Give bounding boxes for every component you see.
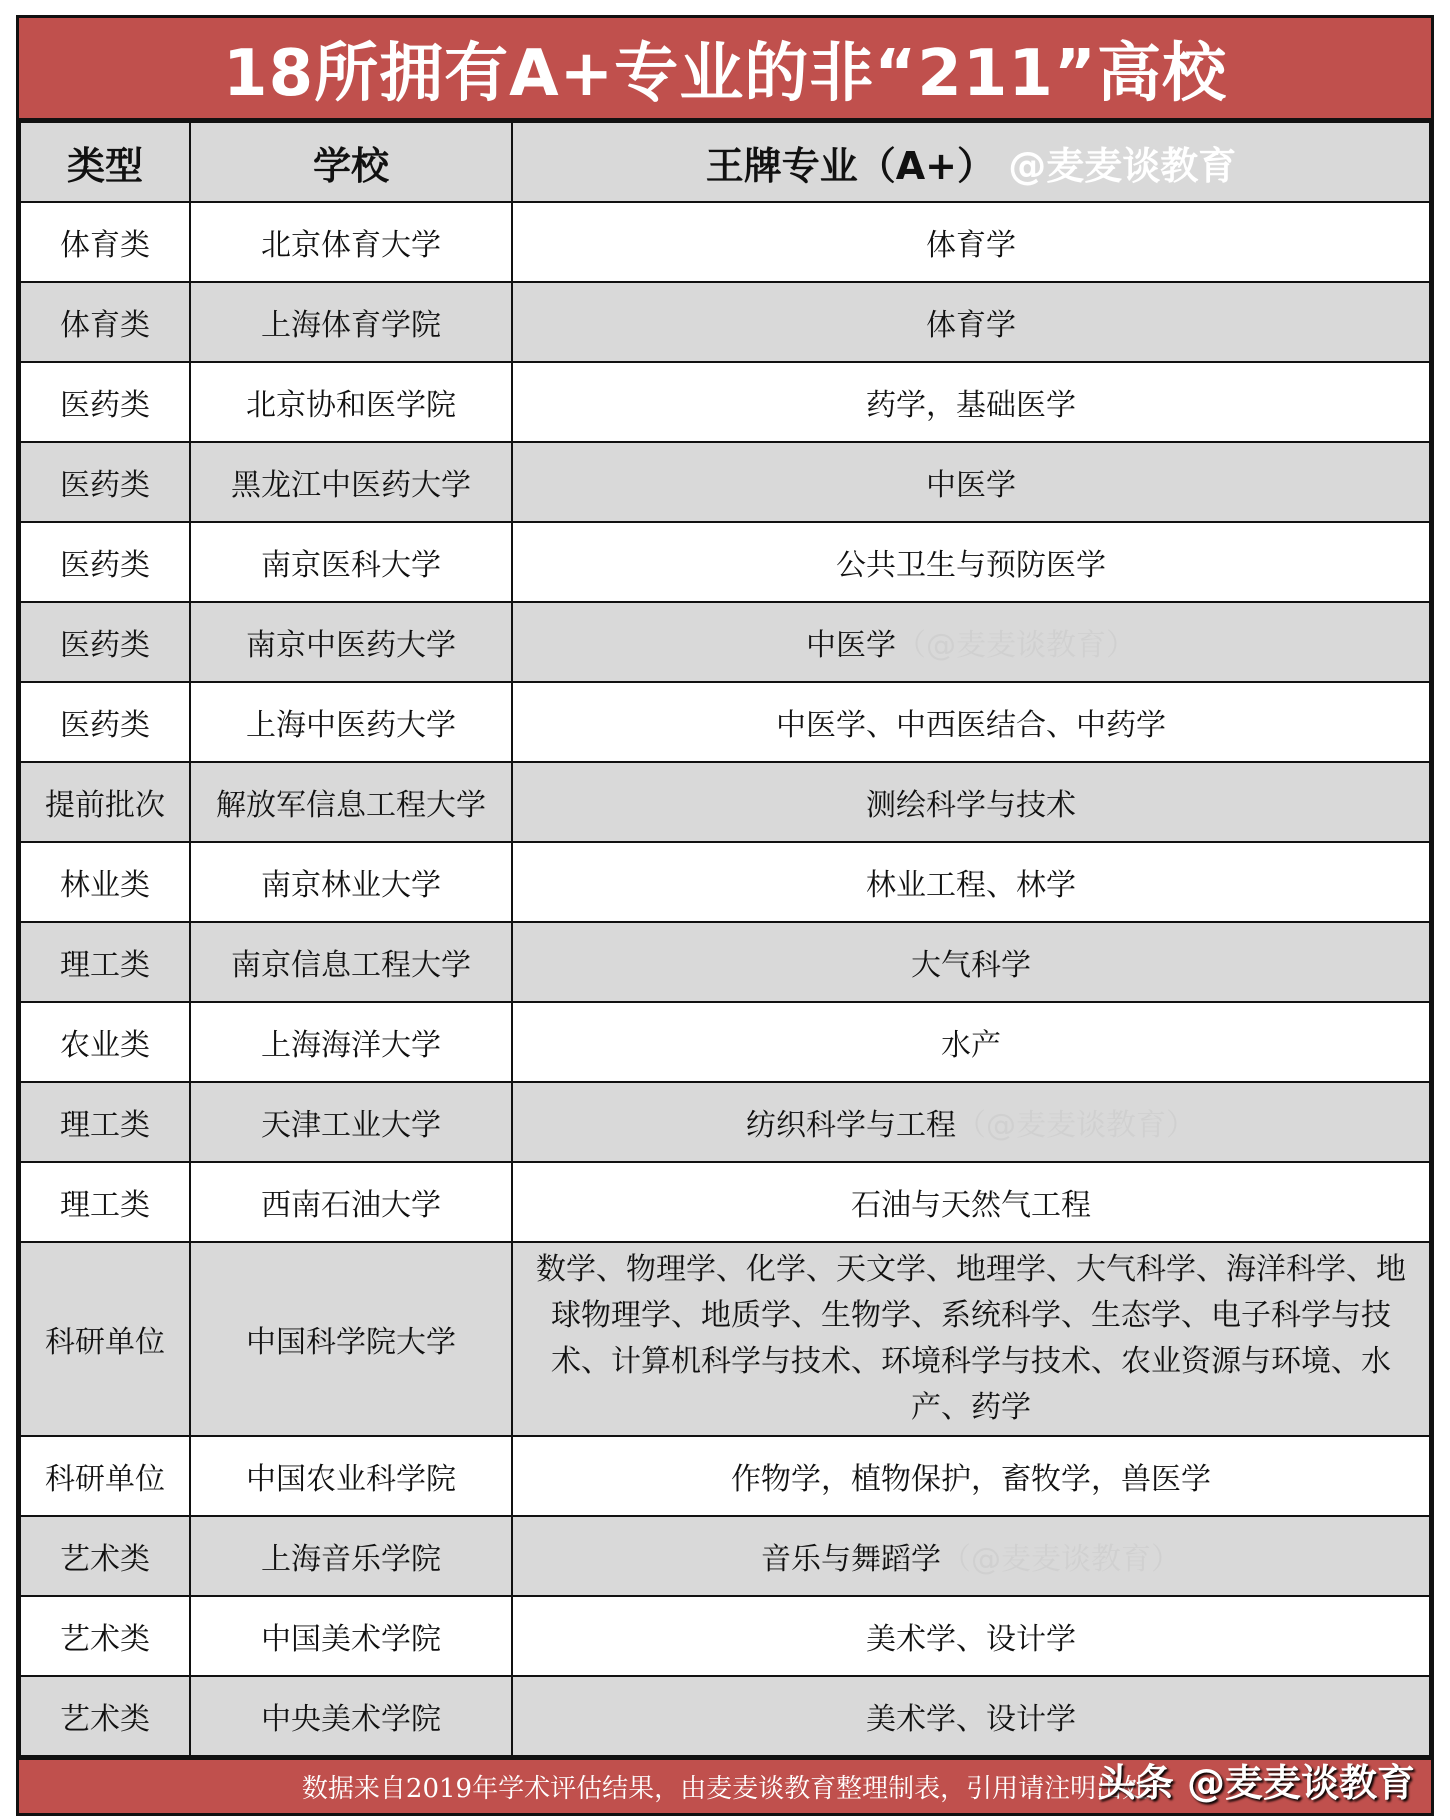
major-cell: [512, 522, 1430, 602]
major-cell: [512, 602, 1430, 682]
major-cell: [512, 762, 1430, 842]
table-row: [20, 282, 1430, 362]
type-cell: 林业类: [20, 842, 190, 922]
major-cell: [512, 442, 1430, 522]
major-text: 中医学: [926, 468, 1016, 503]
school-cell: 南京林业大学: [190, 842, 512, 922]
table-row: [20, 1676, 1430, 1756]
major-text: 作物学，植物保护，畜牧学，兽医学: [731, 1462, 1211, 1497]
type-cell: 艺术类: [20, 1596, 190, 1676]
school-cell: 北京协和医学院: [190, 362, 512, 442]
major-text: 中医学: [806, 628, 896, 663]
table-row: [20, 522, 1430, 602]
type-cell: 医药类: [20, 682, 190, 762]
major-cell: [512, 1676, 1430, 1756]
major-text: 测绘科学与技术: [866, 788, 1076, 823]
footer-note: 数据来自2019年学术评估结果，由麦麦谈教育整理制表，引用请注明出处: [301, 1774, 1149, 1804]
school-cell: 南京医科大学: [190, 522, 512, 602]
school-cell: 南京信息工程大学: [190, 922, 512, 1002]
table-row: [20, 1002, 1430, 1082]
type-cell: 科研单位: [20, 1436, 190, 1516]
table-row: [20, 682, 1430, 762]
watermark: （@麦麦谈教育）: [956, 1108, 1196, 1143]
footer: [19, 1757, 1431, 1813]
major-text: 数学、物理学、化学、天文学、地理学、大气科学、海洋科学、地球物理学、地质学、生物学、系统科学、生态学、电子科学与技术、计算机科学与技术、环境科学与技术、农业资源与环境、水产、药学: [536, 1252, 1406, 1425]
major-text: 石油与天然气工程: [851, 1188, 1091, 1223]
school-cell: 中央美术学院: [190, 1676, 512, 1756]
table-row: [20, 442, 1430, 522]
major-cell: [512, 1002, 1430, 1082]
major-cell: [512, 1436, 1430, 1516]
school-cell: 西南石油大学: [190, 1162, 512, 1242]
major-cell: [512, 1516, 1430, 1596]
major-text: 体育学: [926, 308, 1016, 343]
table-row: [20, 762, 1430, 842]
school-cell: 南京中医药大学: [190, 602, 512, 682]
school-cell: 中国美术学院: [190, 1596, 512, 1676]
type-cell: 理工类: [20, 1082, 190, 1162]
watermark: （@麦麦谈教育）: [941, 1542, 1181, 1577]
type-cell: 医药类: [20, 442, 190, 522]
major-cell: [512, 1242, 1430, 1436]
schools-table: [19, 121, 1431, 1757]
major-cell: [512, 922, 1430, 1002]
major-text: 体育学: [926, 228, 1016, 263]
brand-watermark: 头条 @麦麦谈教育: [1097, 1761, 1415, 1805]
school-cell: 上海海洋大学: [190, 1002, 512, 1082]
table-row: [20, 202, 1430, 282]
type-cell: 艺术类: [20, 1676, 190, 1756]
school-cell: 上海中医药大学: [190, 682, 512, 762]
header-row: [20, 122, 1430, 202]
major-text: 公共卫生与预防医学: [836, 548, 1106, 583]
table-row: [20, 1162, 1430, 1242]
school-cell: 上海音乐学院: [190, 1516, 512, 1596]
major-text: 大气科学: [911, 948, 1031, 983]
major-text: 药学，基础医学: [866, 388, 1076, 423]
watermark: （@麦麦谈教育）: [896, 628, 1136, 663]
page-title: 18所拥有A+专业的非“211”高校: [19, 18, 1431, 121]
type-cell: 理工类: [20, 922, 190, 1002]
table-row: [20, 922, 1430, 1002]
major-text: 林业工程、林学: [866, 868, 1076, 903]
table-row: [20, 1082, 1430, 1162]
school-cell: 解放军信息工程大学: [190, 762, 512, 842]
table-card: [16, 15, 1434, 1816]
type-cell: 农业类: [20, 1002, 190, 1082]
header-major-label: 王牌专业（A+）: [705, 143, 995, 188]
major-cell: [512, 1162, 1430, 1242]
major-cell: [512, 682, 1430, 762]
major-cell: [512, 1596, 1430, 1676]
table-row: [20, 362, 1430, 442]
major-text: 音乐与舞蹈学: [761, 1542, 941, 1577]
watermark: @麦麦谈教育: [1008, 143, 1237, 188]
school-cell: 北京体育大学: [190, 202, 512, 282]
table-row: [20, 602, 1430, 682]
major-text: 美术学、设计学: [866, 1622, 1076, 1657]
table-row: [20, 1596, 1430, 1676]
school-cell: 中国农业科学院: [190, 1436, 512, 1516]
type-cell: 体育类: [20, 202, 190, 282]
major-cell: [512, 1082, 1430, 1162]
table-row: [20, 1516, 1430, 1596]
type-cell: 体育类: [20, 282, 190, 362]
major-cell: [512, 202, 1430, 282]
table-row: [20, 1242, 1430, 1436]
major-text: 美术学、设计学: [866, 1702, 1076, 1737]
type-cell: 医药类: [20, 522, 190, 602]
school-cell: 黑龙江中医药大学: [190, 442, 512, 522]
type-cell: 医药类: [20, 362, 190, 442]
major-text: 水产: [941, 1028, 1001, 1063]
school-cell: 天津工业大学: [190, 1082, 512, 1162]
major-text: 中医学、中西医结合、中药学: [776, 708, 1166, 743]
table-row: [20, 842, 1430, 922]
type-cell: 艺术类: [20, 1516, 190, 1596]
major-cell: [512, 842, 1430, 922]
header-type: 类型: [20, 122, 190, 202]
type-cell: 医药类: [20, 602, 190, 682]
school-cell: 中国科学院大学: [190, 1242, 512, 1436]
header-major: [512, 122, 1430, 202]
type-cell: 科研单位: [20, 1242, 190, 1436]
major-cell: [512, 362, 1430, 442]
major-cell: [512, 282, 1430, 362]
major-text: 纺织科学与工程: [746, 1108, 956, 1143]
school-cell: 上海体育学院: [190, 282, 512, 362]
table-row: [20, 1436, 1430, 1516]
type-cell: 提前批次: [20, 762, 190, 842]
type-cell: 理工类: [20, 1162, 190, 1242]
header-school: 学校: [190, 122, 512, 202]
